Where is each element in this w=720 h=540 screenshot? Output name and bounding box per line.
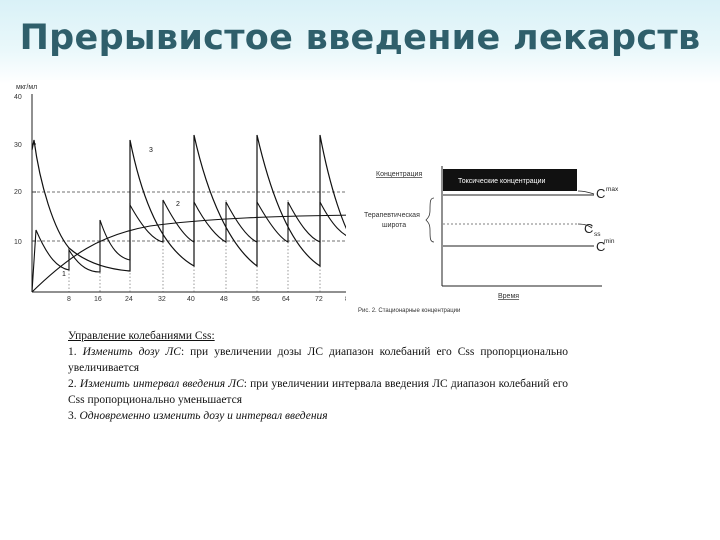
figure-caption: Рис. 2. Стационарные концентрации <box>358 308 461 314</box>
text-item-3 <box>68 408 568 424</box>
c-max-sub: max <box>606 186 619 193</box>
slide-title: Прерывистое введение лекарств <box>19 18 701 58</box>
c-min-letter: C <box>596 239 606 254</box>
item2-rest: : при увеличении интервала введения ЛС диапазон колебаний его Css пропорционально уменьшается <box>68 378 569 406</box>
text-block <box>68 328 568 424</box>
x-tick-label: 16 <box>94 296 102 303</box>
item2-emphasis: Изменить интервал введения ЛС <box>79 378 244 390</box>
curve-label-3: 3 <box>149 147 153 154</box>
toxic-label: Токсические концентрации <box>458 178 546 185</box>
concentration-label: Концентрация <box>376 171 423 178</box>
therapeutic-label-2: широта <box>382 222 407 229</box>
c-max-letter: C <box>596 186 606 201</box>
y-tick-label: 30 <box>14 142 22 149</box>
heading-text: Управление колебаниями Css: <box>68 330 215 342</box>
x-tick-label: 72 <box>315 296 323 303</box>
text-heading <box>68 328 568 344</box>
y-unit-label: мкг/мл <box>16 84 38 91</box>
time-label: Время <box>498 293 520 300</box>
x-tick-label: 32 <box>158 296 166 303</box>
steady-state-svg <box>346 154 630 316</box>
item1-number: 1. <box>68 346 77 358</box>
item3-number: 3. <box>68 410 77 422</box>
x-tick-label: 48 <box>220 296 228 303</box>
item1-rest: : при увеличении дозы ЛС диапазон колебаний его Css пропорционально увеличивается <box>68 346 568 374</box>
curve-label-1: 1 <box>62 271 66 278</box>
x-tick-label: 40 <box>187 296 195 303</box>
x-tick-label: 8 <box>67 296 71 303</box>
text-item-2 <box>68 376 568 408</box>
text-item-1 <box>68 344 568 376</box>
item1-emphasis: Изменить дозу ЛС <box>82 346 181 358</box>
curve-label-2: 2 <box>176 201 180 208</box>
therapeutic-label-1: Терапевтическая <box>364 212 420 219</box>
y-tick-label: 10 <box>14 239 22 246</box>
y-tick-label: 40 <box>14 94 22 101</box>
c-min-sub: min <box>604 238 615 245</box>
x-tick-label: 56 <box>252 296 260 303</box>
y-tick-label: 20 <box>14 189 22 196</box>
item3-emphasis: Одновременно изменить дозу и интервал введения <box>79 410 328 422</box>
c-ss-sub: ss <box>594 231 601 238</box>
item2-number: 2. <box>68 378 77 390</box>
x-tick-label: 64 <box>282 296 290 303</box>
steady-state-chart <box>346 154 630 316</box>
x-tick-label: 24 <box>125 296 133 303</box>
c-ss-letter: C <box>584 221 594 236</box>
